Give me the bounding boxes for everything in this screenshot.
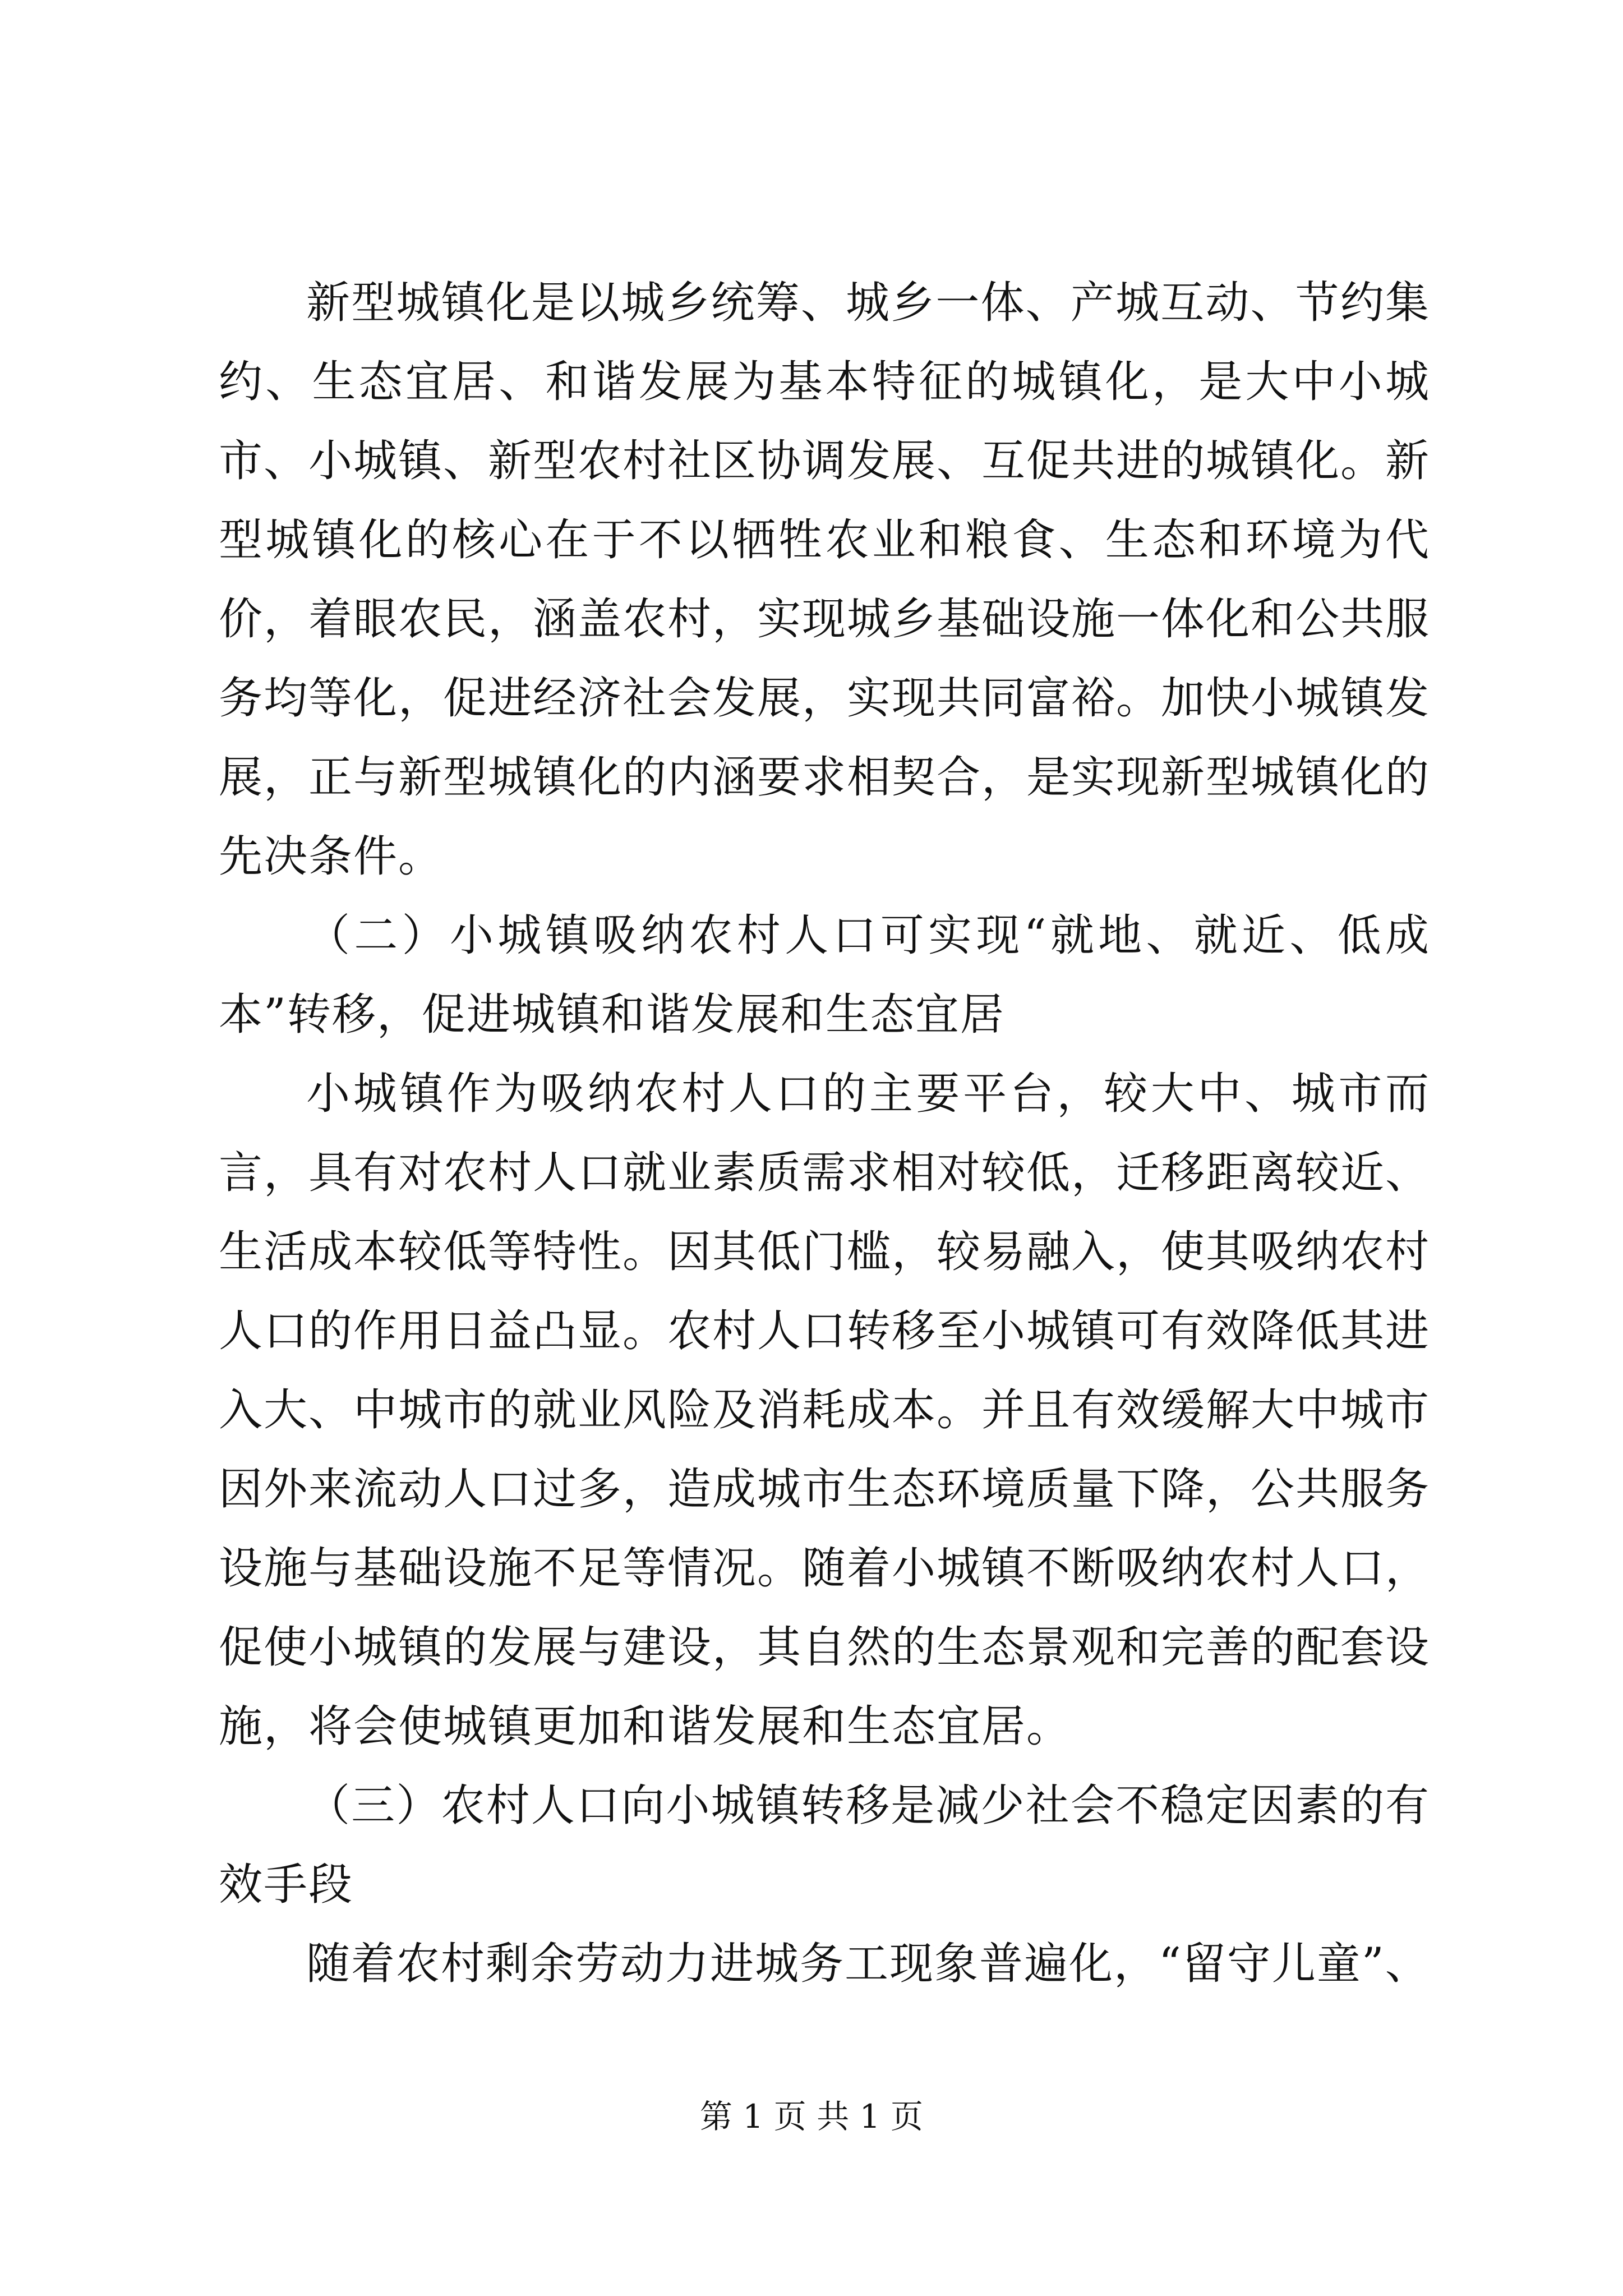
document-body [219, 264, 1430, 2004]
section-heading-3: （三）农村人口向小城镇转移是减少社会不稳定因素的有效手段 [219, 1780, 1430, 1910]
section-heading-2: （二）小城镇吸纳农村人口可实现“就地、就近、低成本”转移，促进城镇和谐发展和生态宜居 [219, 910, 1430, 1040]
paragraph-rural-labor: 随着农村剩余劳动力进城务工现象普遍化，“留守儿童”、 [306, 1939, 1430, 1989]
page-footer: 第 1 页 共 1 页 [700, 2097, 923, 2136]
paragraph-new-urbanization: 新型城镇化是以城乡统筹、城乡一体、产城互动、节约集约、生态宜居、和谐发展为基本特征的城镇化，是大中小城市、小城镇、新型农村社区协调发展、互促共进的城镇化。新型城镇化的核心在于不以牺牲农业和粮食、生态和环境为代价，着眼农民，涵盖农村，实现城乡基础设施一体化和公共服务均等化，促进经济社会发展，实现共同富裕。加快小城镇发展，正与新型城镇化的内涵要求相契合，是实现新型城镇化的先决条件。 [219, 278, 1431, 882]
paragraph-small-towns: 小城镇作为吸纳农村人口的主要平台，较大中、城市而言，具有对农村人口就业素质需求相对较低，迁移距离较近、生活成本较低等特性。因其低门槛，较易融入，使其吸纳农村人口的作用日益凸显。农村人口转移至小城镇可有效降低其进入大、中城市的就业风险及消耗成本。并且有效缓解大中城市因外来流动人口过多，造成城市生态环境质量下降，公共服务设施与基础设施不足等情况。随着小城镇不断吸纳农村人口，促使小城镇的发展与建设，其自然的生态景观和完善的配套设施，将会使城镇更加和谐发展和生态宜居。 [219, 1069, 1431, 1752]
